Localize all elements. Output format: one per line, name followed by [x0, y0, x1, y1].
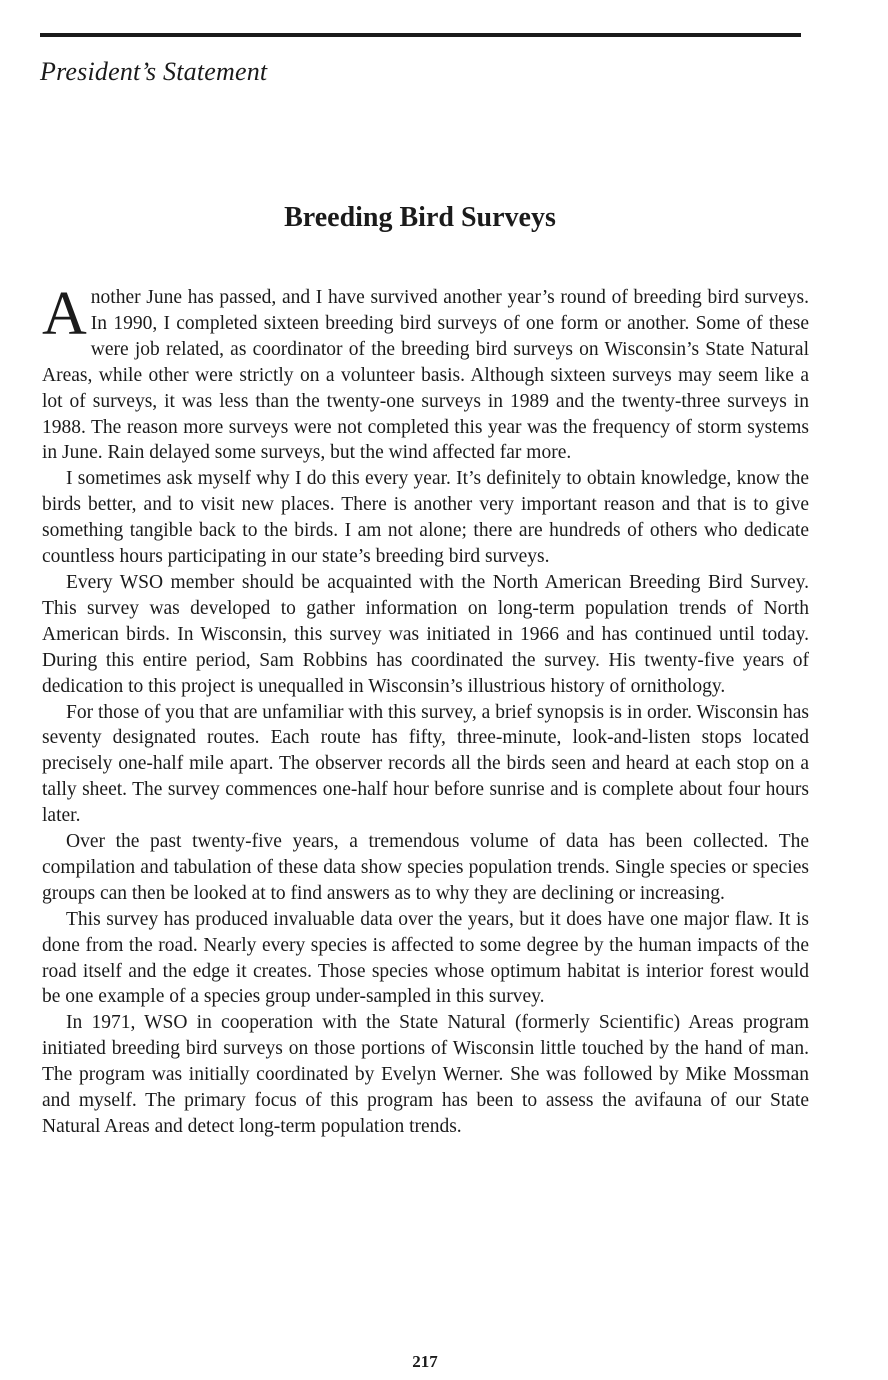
page-number: 217 [412, 1352, 438, 1371]
article-title: Breeding Bird Surveys [284, 202, 556, 233]
header-rule [40, 33, 801, 37]
paragraph-1 [42, 280, 809, 466]
paragraph-5: Over the past twenty-five years, a tremendous volume of data has been collected. The compilation and tabulation of these data show species population trends. Single species or species groups can then be looked at to find answers as to why they are declining or increasing. [42, 831, 809, 904]
paragraph-6: This survey has produced invaluable data over the years, but it does have one major flaw. It is done from the road. Nearly every species is affected to some degree by the human impacts of the road itself and the edge it creates. Those species whose optimum habitat is interior forest would be one example of a species group under-sampled in this survey. [42, 908, 809, 1008]
drop-cap: A [42, 280, 87, 348]
paragraph-3: Every WSO member should be acquainted with the North American Breeding Bird Survey. This survey was developed to gather information on long-term population trends of North American birds. In Wisconsin, this survey was initiated in 1966 and has continued until today. During this entire period, Sam Robbins has coordinated the survey. His twenty-five years of dedication to this project is unequalled in Wisconsin’s illustrious history of ornithology. [42, 571, 809, 697]
article-body [42, 280, 809, 1140]
section-label: President’s Statement [40, 57, 268, 86]
paragraph-4: For those of you that are unfamiliar with this survey, a brief synopsis is in order. Wisconsin has seventy designated routes. Each route has fifty, three-minute, look-and-listen stops located precisely one-half mile apart. The observer records all the birds seen and heard at each stop on a tally sheet. The survey commences one-half hour before sunrise and is complete about four hours later. [42, 701, 809, 827]
paragraph-1-text: nother June has passed, and I have survived another year’s round of breeding bird surveys. In 1990, I completed sixteen breeding bird surveys of one form or another. Some of these were job related, as coordinator of the breeding bird surveys on Wisconsin’s State Natural Areas, while other were strictly on a volunteer basis. Although sixteen surveys may seem like a lot of surveys, it was less than the twenty-one surveys in 1989 and the twenty-three surveys in 1988. The reason more surveys were not completed this year was the frequency of storm systems in June. Rain delayed some surveys, but the wind affected far more. [42, 287, 809, 464]
paragraph-7: In 1971, WSO in cooperation with the State Natural (formerly Scientific) Areas program initiated breeding bird surveys on those portions of Wisconsin little touched by the hand of man. The program was initially coordinated by Evelyn Werner. She was followed by Mike Mossman and myself. The primary focus of this program has been to assess the avifauna of our State Natural Areas and detect long-term population trends. [42, 1012, 809, 1137]
paragraph-2: I sometimes ask myself why I do this every year. It’s definitely to obtain knowledge, know the birds better, and to visit new places. There is another very important reason and that is to give something tangible back to the birds. I am not alone; there are hundreds of others who dedicate countless hours participating in our state’s breeding bird surveys. [42, 468, 809, 568]
